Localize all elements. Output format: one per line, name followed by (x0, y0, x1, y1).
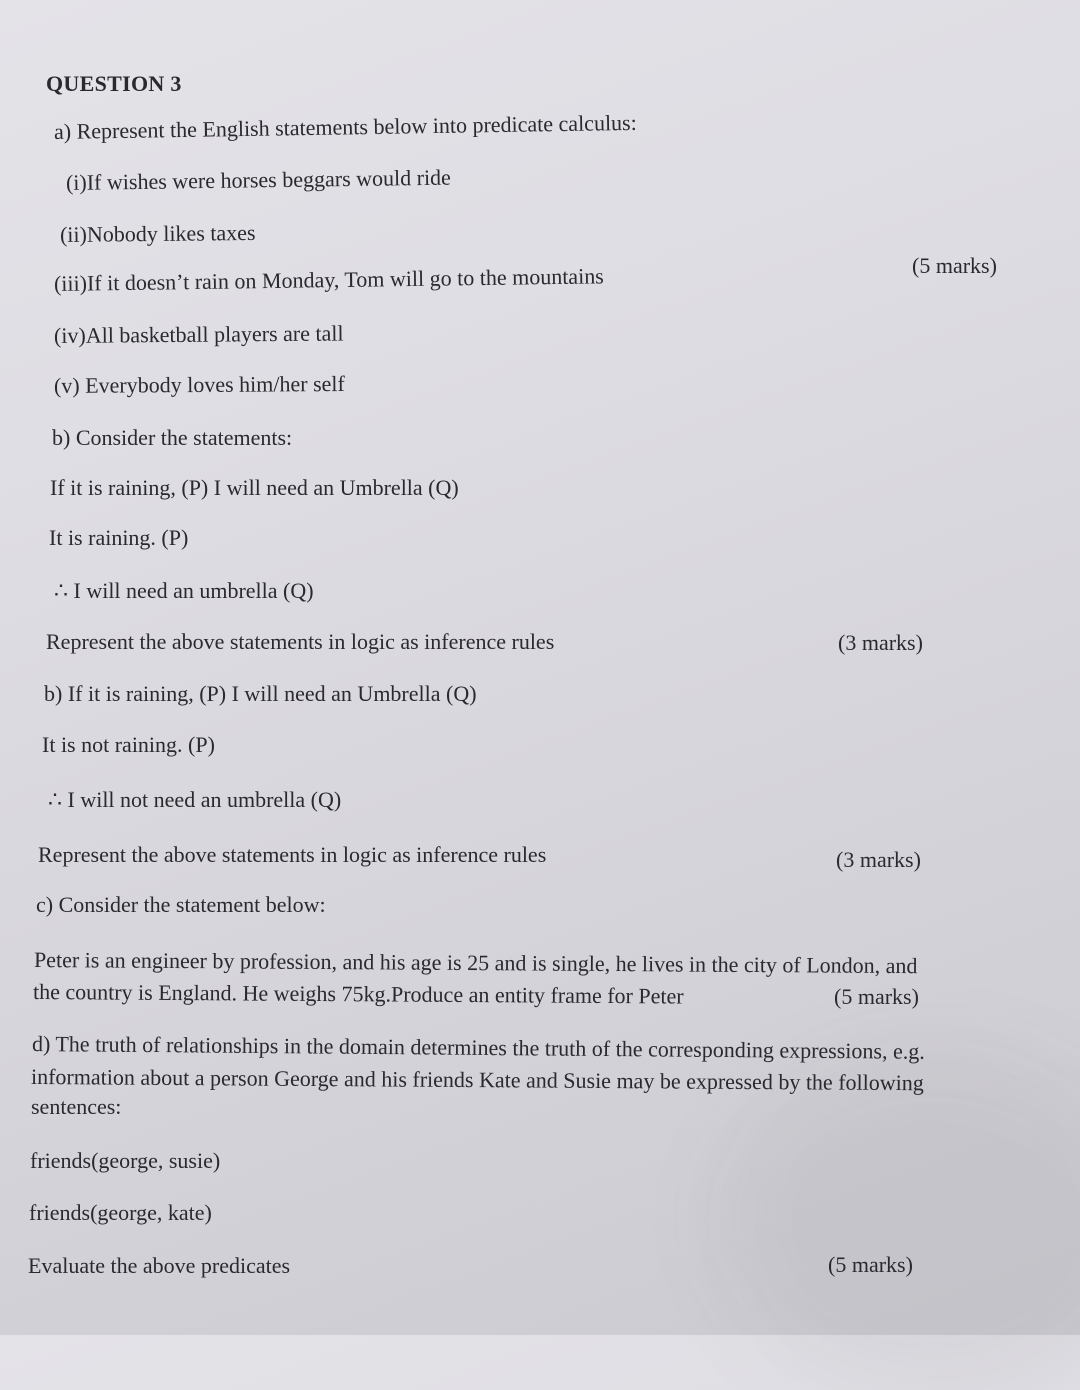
part-a-prompt: a) Represent the English statements below into predicate calculus: (53, 109, 637, 144)
part-d-text-line-2: information about a person George and his friends Kate and Susie may be expressed by the following (30, 1064, 924, 1096)
part-b1-marks: (3 marks) (838, 630, 923, 655)
part-d-fact-1: friends(george, susie) (30, 1148, 221, 1173)
part-a-item-1: (i)If wishes were horses beggars would ride (65, 164, 452, 195)
part-a-marks: (5 marks) (912, 253, 997, 278)
part-b2-line-2: It is not raining. (P) (42, 732, 215, 757)
part-b2-instruction: Represent the above statements in logic as inference rules (38, 842, 547, 867)
page-shadow (720, 1050, 1080, 1390)
part-d-instruction: Evaluate the above predicates (28, 1253, 291, 1278)
part-b1-line-3: ∴ I will need an umbrella (Q) (54, 578, 314, 603)
part-d-text-line-3: sentences: (31, 1094, 122, 1119)
part-d-text-line-1: d) The truth of relationships in the domain determines the truth of the corresponding expressions, e.g. (31, 1031, 925, 1064)
part-b1-line-1: If it is raining, (P) I will need an Umbrella (Q) (50, 475, 459, 500)
part-b1-instruction: Represent the above statements in logic as inference rules (46, 629, 555, 654)
part-a-item-4: (iv)All basketball players are tall (53, 320, 344, 348)
part-c-text-line-2: the country is England. He weighs 75kg.Produce an entity frame for Peter (32, 979, 684, 1009)
part-c-prompt: c) Consider the statement below: (36, 892, 326, 917)
part-d-fact-2: friends(george, kate) (29, 1200, 212, 1225)
part-a-item-2: (ii)Nobody likes taxes (59, 219, 256, 247)
question-title: QUESTION 3 (46, 71, 182, 96)
part-b2-line-3: ∴ I will not need an umbrella (Q) (48, 787, 342, 812)
part-b1-line-2: It is raining. (P) (49, 525, 189, 550)
part-b1-prompt: b) Consider the statements: (52, 425, 293, 450)
part-d-marks: (5 marks) (828, 1252, 913, 1277)
part-c-marks: (5 marks) (834, 984, 919, 1009)
part-c-text-line-1: Peter is an engineer by profession, and his age is 25 and is single, he lives in the city of London, and (33, 947, 918, 979)
part-a-item-5: (v) Everybody loves him/her self (53, 370, 345, 398)
part-b2-line-1: b) If it is raining, (P) I will need an Umbrella (Q) (44, 681, 477, 706)
part-a-item-3: (iii)If it doesn’t rain on Monday, Tom will go to the mountains (53, 263, 604, 296)
part-b2-marks: (3 marks) (836, 847, 921, 872)
